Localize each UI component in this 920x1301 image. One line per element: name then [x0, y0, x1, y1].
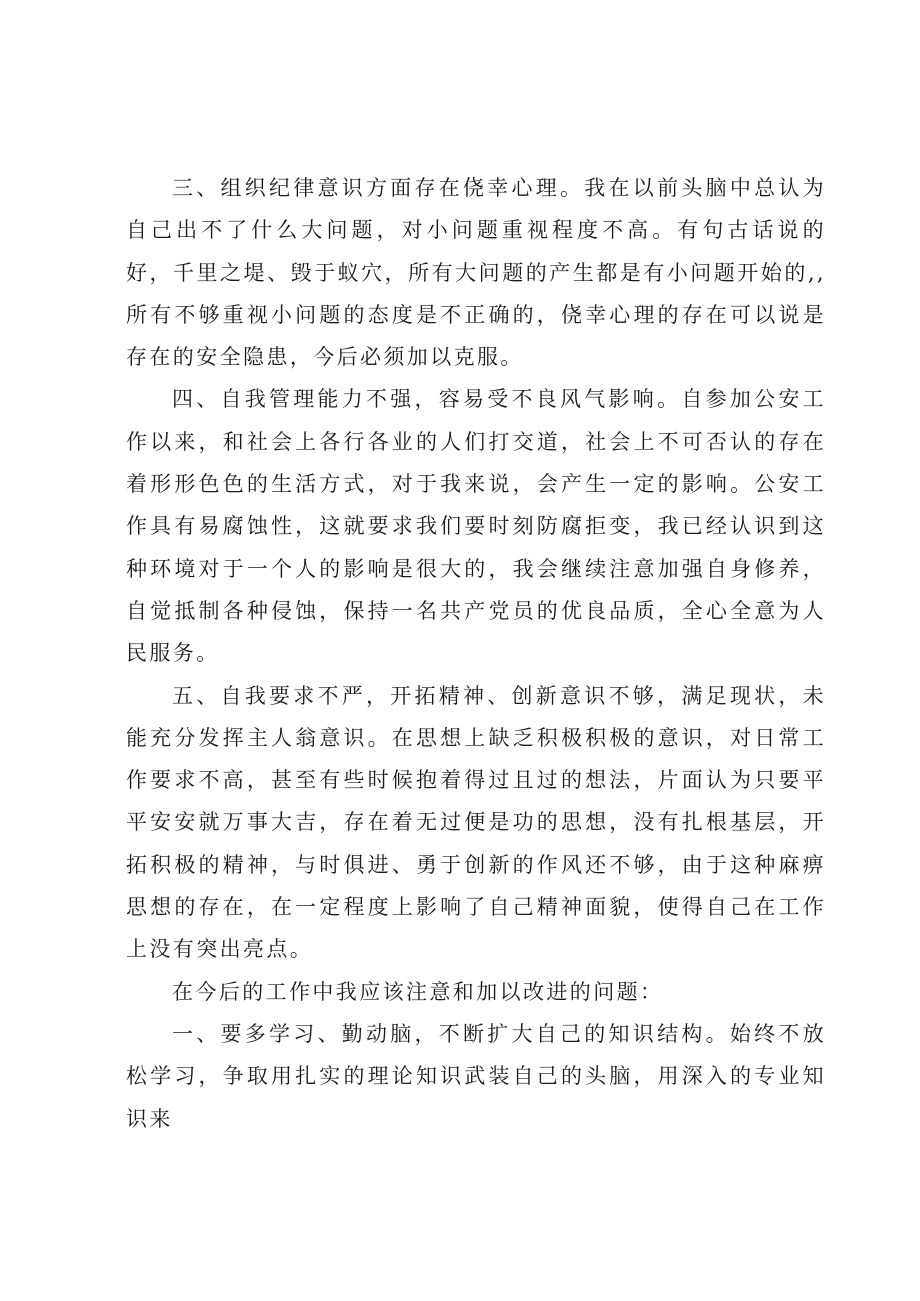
document-body	[126, 167, 826, 1140]
paragraph-study: 一、要多学习、勤动脑，不断扩大自己的知识结构。始终不放松学习，争取用扎实的理论知识武装自己的头脑，用深入的专业知识来	[126, 1021, 826, 1131]
paragraph-self-management: 四、自我管理能力不强，容易受不良风气影响。自参加公安工作以来，和社会上各行各业的人们打交道，社会上不可否认的存在着形形色色的生活方式，对于我来说，会产生一定的影响。公安工作具有易腐蚀性，这就要求我们要时刻防腐拒变，我已经认识到这种环境对于一个人的影响是很大的，我会继续注意加强自身修养，自觉抵制各种侵蚀，保持一名共产党员的优良品质，全心全意为人民服务。	[126, 387, 826, 666]
paragraph-improvement-intro: 在今后的工作中我应该注意和加以改进的问题：	[172, 979, 664, 1004]
paragraph-self-requirement: 五、自我要求不严，开拓精神、创新意识不够，满足现状，未能充分发挥主人翁意识。在思想上缺乏积极积极的意识，对日常工作要求不高，甚至有些时候抱着得过且过的想法，片面认为只要平平安安就万事大吉，存在着无过便是功的思想，没有扎根基层，开拓积极的精神，与时俱进、勇于创新的作风还不够，由于这种麻痹思想的存在，在一定程度上影响了自己精神面貌，使得自己在工作上没有突出亮点。	[126, 683, 826, 962]
paragraph-discipline: 三、组织纪律意识方面存在侥幸心理。我在以前头脑中总认为自己出不了什么大问题，对小问题重视程度不高。有句古话说的好，千里之堤、毁于蚁穴，所有大问题的产生都是有小问题开始的,,所有不够重视小问题的态度是不正确的，侥幸心理的存在可以说是存在的安全隐患，今后必须加以克服。	[126, 176, 826, 370]
